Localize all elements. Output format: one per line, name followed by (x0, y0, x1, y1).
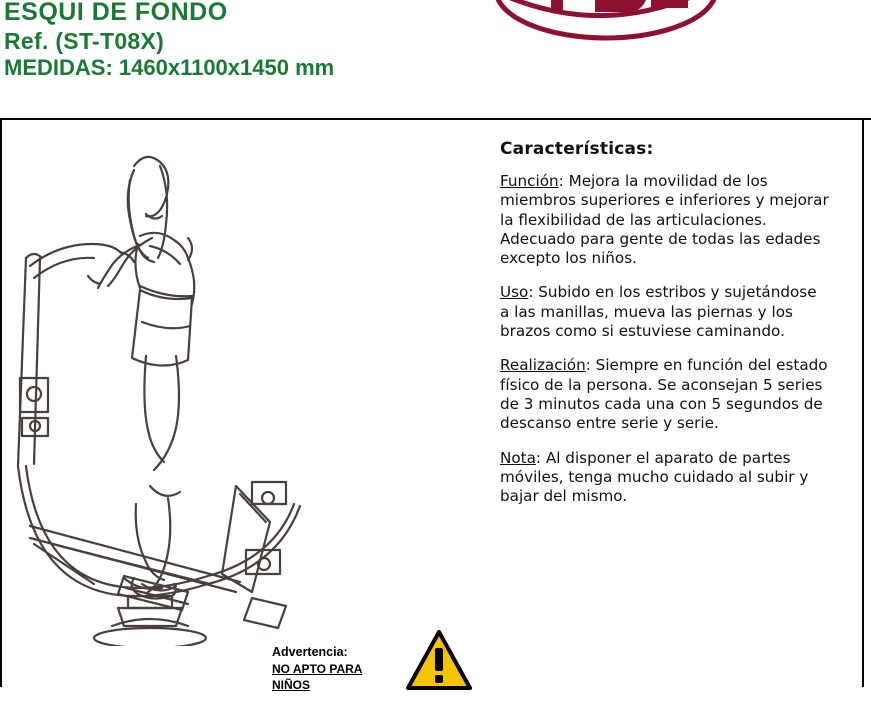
characteristics-heading: Características: (500, 139, 654, 159)
product-dimensions: MEDIDAS: 1460x1100x1450 mm (4, 54, 335, 80)
content-area (0, 120, 871, 693)
characteristic-item (500, 283, 830, 341)
characteristic-text: : Subido en los estribos y sujetándose a las manillas, mueva las piernas y los brazos como si estuviese caminando. (500, 283, 817, 341)
characteristic-lead: Nota (500, 448, 536, 467)
warning-label: Advertencia: (272, 645, 348, 659)
characteristic-item (500, 356, 830, 433)
characteristic-lead: Uso (500, 283, 529, 302)
illustration-column (0, 120, 470, 693)
characteristic-text: : Al disponer el aparato de partes móviles, tenga mucho cuidado al subir y bajar del mismo. (500, 448, 809, 506)
characteristic-item (500, 449, 830, 507)
page-header (0, 0, 871, 112)
characteristic-text: : Mejora la movilidad de los miembros superiores e inferiores y mejorar la flexibilidad de las articulaciones. Adecuado para gente de todas las edades excepto los niños. (500, 172, 829, 268)
characteristic-text: : Siempre en función del estado físico de la persona. Se aconsejan 5 series de 3 minutos cada una con 5 segundos de descanso entre serie y serie. (500, 356, 828, 433)
warning-block (272, 630, 472, 705)
characteristic-lead: Función (500, 172, 559, 190)
characteristic-item (500, 172, 830, 268)
warning-message: NO APTO PARA NIÑOS (272, 661, 363, 693)
company-logo (491, 0, 721, 58)
cross-country-ski-machine-line-drawing (0, 126, 470, 651)
product-name: ESQUI DE FONDO (4, 0, 228, 26)
characteristics-column (500, 120, 860, 687)
characteristic-lead: Realización (500, 356, 586, 375)
product-title-block (4, 0, 334, 81)
product-reference: Ref. (ST-T08X) (4, 27, 165, 54)
warning-text-block (272, 644, 400, 693)
